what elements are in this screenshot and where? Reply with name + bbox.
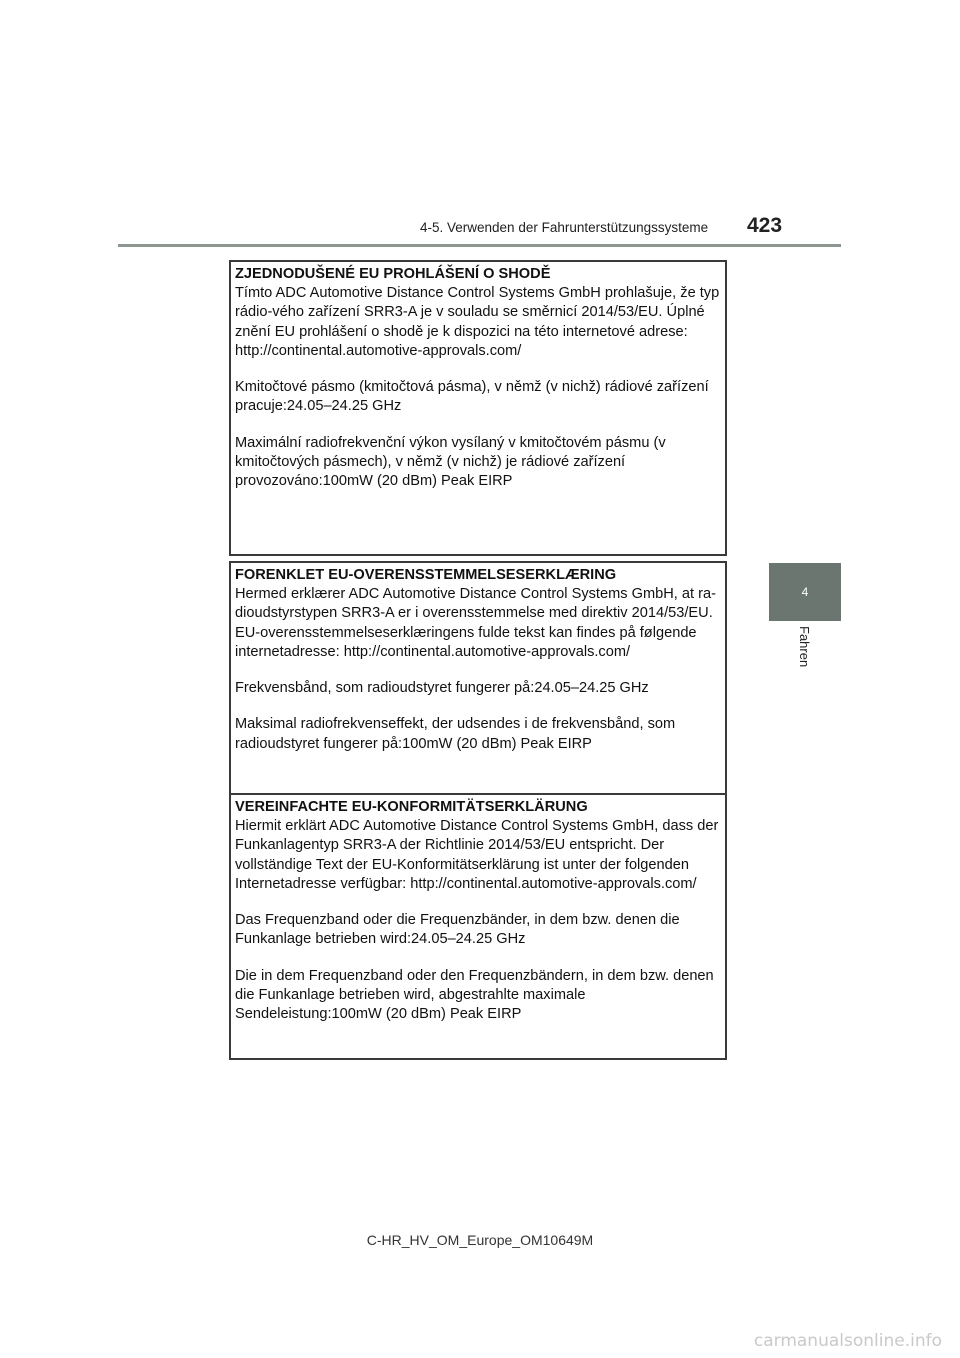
declaration-paragraph: Maximální radiofrekvenční výkon vysílaný v kmitočtovém pásmu (v kmitočtových pásmech), v němž (v nichž) je rádiové zařízení provozováno:100mW (20 dBm) Peak EIRP bbox=[235, 434, 666, 490]
chapter-number: 4 bbox=[801, 585, 809, 599]
declaration-paragraph: Tímto ADC Automotive Distance Control Systems GmbH prohlašuje, že typ rádio-vého zařízení SRR3-A je v souladu se směrnicí 2014/53/EU. Úplné znění EU prohlášení o shodě je k dispozici na této internetové adrese: http://continental.automotive-approvals.com/ bbox=[235, 285, 720, 359]
declaration-box-german bbox=[229, 793, 727, 1060]
declaration-paragraph: Hiermit erklärt ADC Automotive Distance Control Systems GmbH, dass der Funkanlagentyp SRR3-A der Richtlinie 2014/53/EU entspricht. Der vollständige Text der EU-Konformitätserklärung ist unter der folgenden Internetadresse verfügbar: http://continental.automotive-approvals.com/ bbox=[235, 818, 719, 892]
footer-document-id: C-HR_HV_OM_Europe_OM10649M bbox=[366, 1232, 594, 1248]
declaration-paragraph: Maksimal radiofrekvenseffekt, der udsendes i de frekvensbånd, som radioudstyret fungerer på:100mW (20 dBm) Peak EIRP bbox=[235, 716, 676, 752]
section-title: 4-5. Verwenden der Fahrunterstützungssysteme bbox=[420, 220, 709, 235]
declaration-title: VEREINFACHTE EU-KONFORMITÄTSERKLÄRUNG bbox=[235, 799, 588, 815]
declaration-box-czech bbox=[229, 260, 727, 556]
page-number: 423 bbox=[747, 214, 783, 237]
declaration-paragraph: Die in dem Frequenzband oder den Frequenzbändern, in dem bzw. denen die Funkanlage betrieben wird, abgestrahlte maximale Sendeleistung:100mW (20 dBm) Peak EIRP bbox=[235, 967, 714, 1023]
declaration-title: ZJEDNODUŠENÉ EU PROHLÁŠENÍ O SHODĚ bbox=[235, 266, 551, 282]
declaration-title: FORENKLET EU-OVERENSSTEMMELSESERKLÆRING bbox=[235, 567, 617, 583]
page-header bbox=[0, 0, 960, 260]
declaration-box-danish bbox=[229, 561, 727, 797]
header-rule bbox=[118, 244, 841, 247]
watermark: carmanualsonline.info bbox=[753, 1331, 942, 1351]
declaration-paragraph: Kmitočtové pásmo (kmitočtová pásma), v němž (v nichž) rádiové zařízení pracuje:24.05–24.25 GHz bbox=[235, 379, 709, 415]
declaration-paragraph: Das Frequenzband oder die Frequenzbänder, in dem bzw. denen die Funkanlage betrieben wird:24.05–24.25 GHz bbox=[235, 912, 680, 948]
declaration-paragraph: Frekvensbånd, som radioudstyret fungerer på:24.05–24.25 GHz bbox=[235, 680, 649, 697]
chapter-tab bbox=[769, 563, 841, 621]
chapter-label: Fahren bbox=[797, 626, 812, 668]
declaration-paragraph: Hermed erklærer ADC Automotive Distance Control Systems GmbH, at ra-dioudstyrstypen SRR3-A er i overensstemmelse med direktiv 2014/53/EU. EU-overensstemmelseserklæringens fulde tekst kan findes på følgende internetadresse: http://continental.automotive-approvals.com/ bbox=[235, 586, 716, 660]
